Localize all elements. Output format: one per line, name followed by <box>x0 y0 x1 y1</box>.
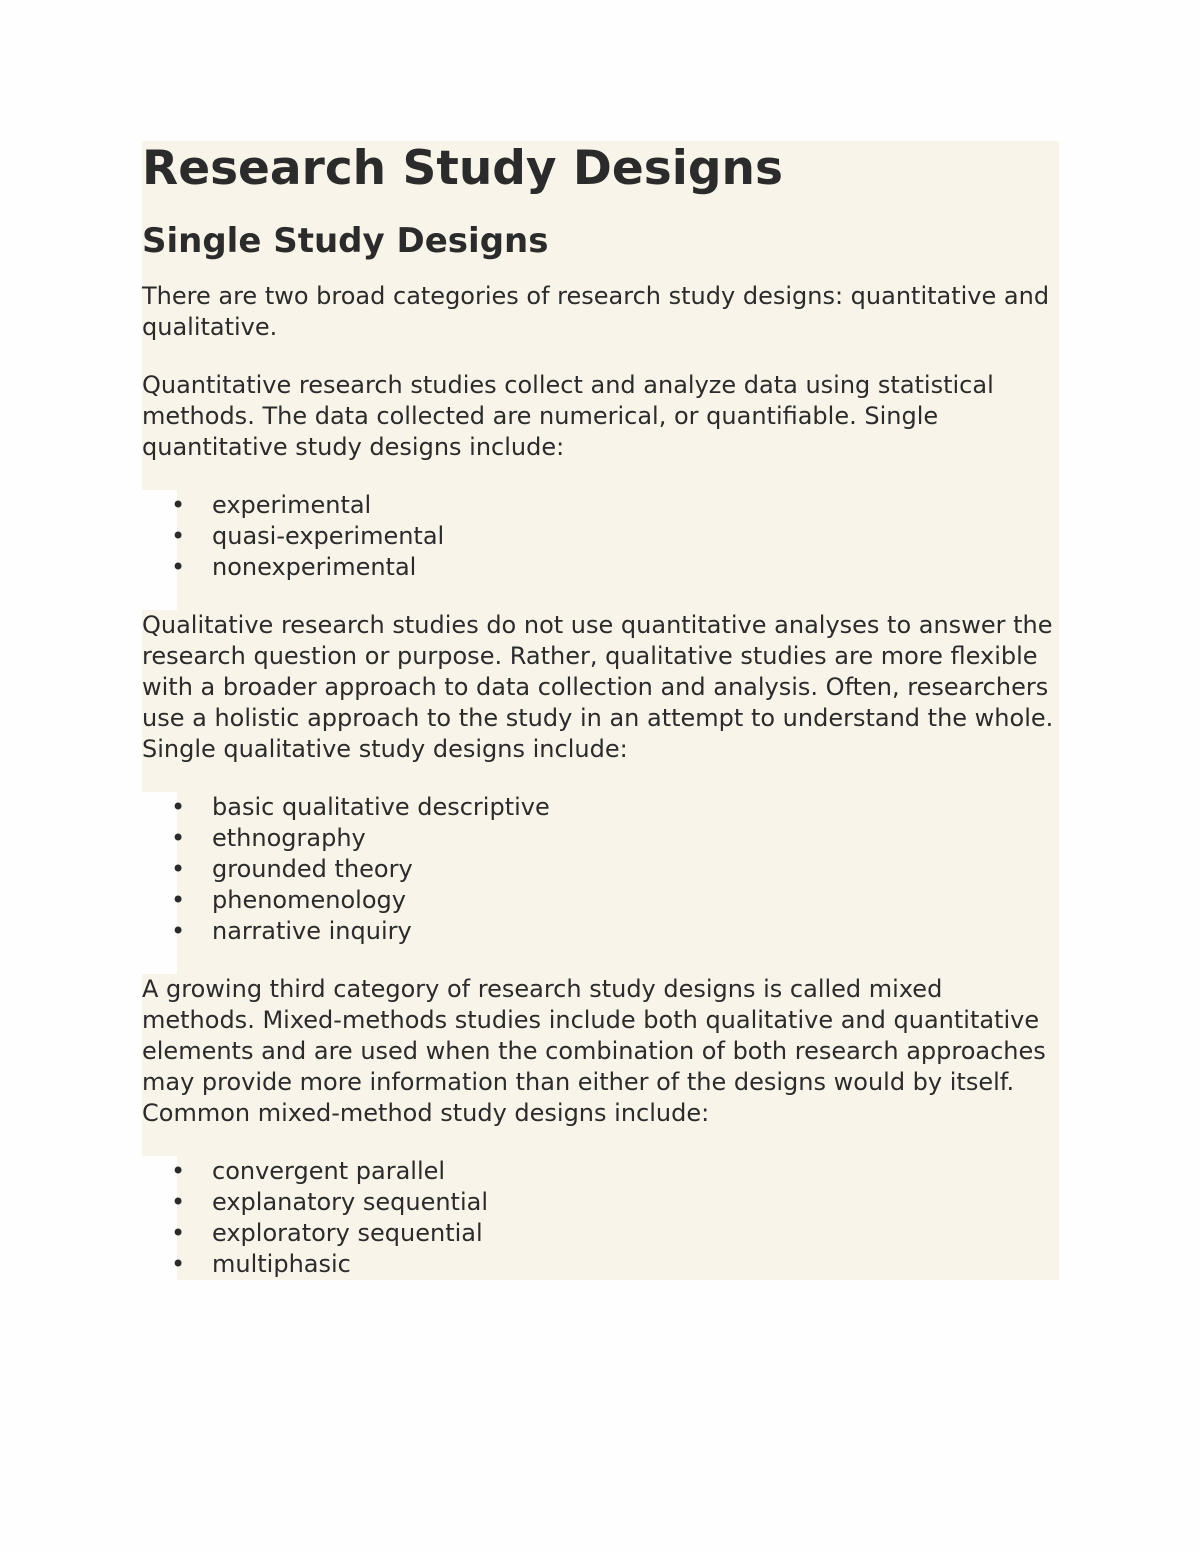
mixed-methods-list-wrap <box>142 1156 1059 1280</box>
quantitative-designs-list <box>177 490 1059 583</box>
list-item: • explanatory sequential <box>177 1187 1059 1218</box>
intro-section <box>142 141 1059 490</box>
list-item: • ethnography <box>177 823 1059 854</box>
list-item: • narrative inquiry <box>177 916 1059 947</box>
list-item: • nonexperimental <box>177 552 1059 583</box>
section-heading: Single Study Designs <box>142 221 549 261</box>
mixed-methods-section <box>142 974 1059 1156</box>
paragraph-categories: There are two broad categories of research study designs: quantitative and qualitative. <box>142 282 1050 341</box>
mixed-method-designs-list <box>177 1156 1059 1280</box>
paragraph-mixed-methods: A growing third category of research study designs is called mixed methods. Mixed-methods studies include both qualitative and quantitative elements and are used when the combination of both research approaches may provide more information than either of the designs would by itself. Common mixed-method study designs include: <box>142 975 1046 1127</box>
document-body <box>142 141 1059 1280</box>
list-item: • multiphasic <box>177 1249 1059 1280</box>
document-title: Research Study Designs <box>142 141 783 196</box>
qualitative-list-wrap <box>142 792 1059 974</box>
paragraph-qualitative: Qualitative research studies do not use quantitative analyses to answer the research question or purpose. Rather, qualitative studies are more flexible with a broader approach to data collection and analysis. Often, researchers use a holistic approach to the study in an attempt to understand the whole. Single qualitative study designs include: <box>142 611 1054 763</box>
list-item: • phenomenology <box>177 885 1059 916</box>
list-item: • basic qualitative descriptive <box>177 792 1059 823</box>
list-item: • grounded theory <box>177 854 1059 885</box>
qualitative-designs-list <box>177 792 1059 947</box>
quantitative-list-wrap <box>142 490 1059 610</box>
qualitative-section <box>142 610 1059 792</box>
list-item: • experimental <box>177 490 1059 521</box>
list-item: • exploratory sequential <box>177 1218 1059 1249</box>
list-item: • convergent parallel <box>177 1156 1059 1187</box>
list-item: • quasi-experimental <box>177 521 1059 552</box>
paragraph-quantitative: Quantitative research studies collect and analyze data using statistical methods. The data collected are numerical, or quantifiable. Single quantitative study designs include: <box>142 371 994 461</box>
